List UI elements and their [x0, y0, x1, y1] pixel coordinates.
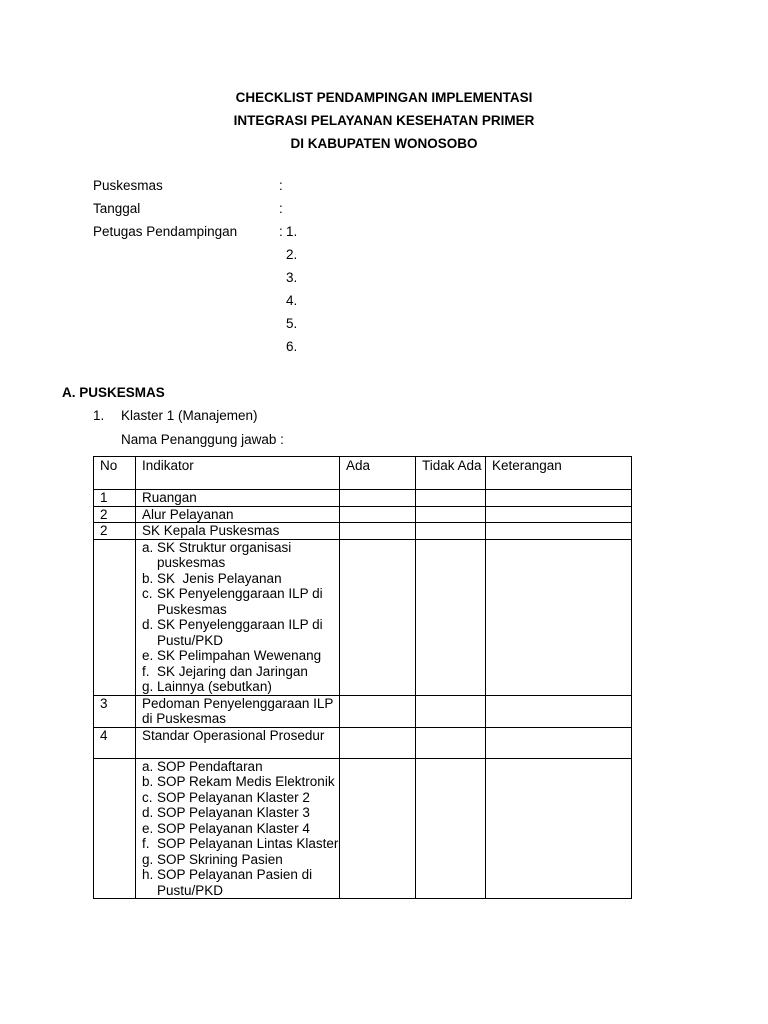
- cell-no: 2: [94, 506, 136, 523]
- sub-item: [142, 586, 339, 617]
- sub-item-text: SOP Pelayanan Klaster 2: [157, 789, 310, 805]
- cell-ada[interactable]: [340, 490, 416, 507]
- header-tidak-ada: Tidak Ada: [416, 457, 486, 490]
- sub-item: [142, 790, 339, 806]
- sub-item: [142, 679, 339, 695]
- sub-item: [142, 648, 339, 664]
- cell-keterangan[interactable]: [486, 758, 632, 899]
- sub-item: [142, 805, 339, 821]
- cell-no: 2: [94, 523, 136, 540]
- cell-keterangan[interactable]: [486, 727, 632, 758]
- table-row: [94, 523, 632, 540]
- sub-item: [142, 821, 339, 837]
- cell-indikator: Alur Pelayanan: [136, 506, 340, 523]
- cell-indikator: Ruangan: [136, 490, 340, 507]
- petugas-number: 4.: [286, 293, 298, 308]
- sub-item-marker: c.: [142, 586, 153, 601]
- cell-keterangan[interactable]: [486, 506, 632, 523]
- cell-keterangan[interactable]: [486, 523, 632, 540]
- sub-item-marker: d.: [142, 805, 154, 820]
- section-heading: A. PUSKESMAS: [62, 385, 165, 400]
- klaster-number: 1.: [93, 408, 105, 423]
- table-row: [94, 727, 632, 758]
- sub-item: [142, 836, 339, 852]
- sub-item-marker: h.: [142, 867, 154, 882]
- sub-item-text: SK Penyelenggaraan ILP di Puskesmas: [157, 586, 323, 617]
- sub-item: [142, 852, 339, 868]
- sub-item-text: SOP Rekam Medis Elektronik: [157, 774, 335, 789]
- cell-no: 4: [94, 727, 136, 758]
- page-title: [0, 86, 768, 155]
- sub-item: [142, 774, 339, 790]
- sub-item-text: Lainnya (sebutkan): [157, 679, 272, 694]
- table-row: [94, 539, 632, 695]
- cell-indikator: Pedoman Penyelenggaraan ILP di Puskesmas: [136, 695, 340, 727]
- table-row: [94, 695, 632, 727]
- puskesmas-label: Puskesmas: [93, 178, 163, 193]
- sub-item-marker: e.: [142, 648, 154, 663]
- petugas-label: Petugas Pendampingan: [93, 224, 238, 239]
- sub-item-text: SOP Skrining Pasien: [157, 851, 283, 867]
- klaster-name: Klaster 1 (Manajemen): [121, 408, 258, 423]
- petugas-number: 6.: [286, 339, 298, 354]
- cell-keterangan[interactable]: [486, 695, 632, 727]
- cell-tidak-ada[interactable]: [416, 523, 486, 540]
- cell-no: [94, 539, 136, 695]
- header-no: No: [94, 457, 136, 490]
- cell-ada[interactable]: [340, 727, 416, 758]
- sub-item: [142, 571, 339, 587]
- sub-item: [142, 867, 339, 898]
- cell-keterangan[interactable]: [486, 490, 632, 507]
- cell-tidak-ada[interactable]: [416, 758, 486, 899]
- sub-item: [142, 617, 339, 648]
- cell-indikator: [136, 758, 340, 899]
- sub-item-marker: g.: [142, 679, 154, 694]
- table-row: [94, 490, 632, 507]
- sub-item-text: SK Jenis Pelayanan: [157, 570, 282, 586]
- tanggal-label: Tanggal: [93, 201, 141, 216]
- sub-item-text: SOP Pelayanan Lintas Klaster: [157, 836, 339, 851]
- title-line-3: DI KABUPATEN WONOSOBO: [290, 136, 478, 151]
- petugas-number: 5.: [286, 316, 298, 331]
- header-keterangan: Keterangan: [486, 457, 632, 490]
- table-row: [94, 506, 632, 523]
- sub-item-text: SOP Pelayanan Klaster 3: [157, 805, 310, 820]
- cell-indikator: Standar Operasional Prosedur: [136, 727, 340, 758]
- sub-item-marker: e.: [142, 820, 154, 836]
- cell-ada[interactable]: [340, 758, 416, 899]
- sub-item-text: SK Penyelenggaraan ILP di Pustu/PKD: [157, 617, 323, 648]
- sub-item-text: SOP Pelayanan Pasien di Pustu/PKD: [157, 867, 313, 898]
- puskesmas-colon: :: [279, 178, 283, 193]
- cell-indikator: SK Kepala Puskesmas: [136, 523, 340, 540]
- cell-tidak-ada[interactable]: [416, 539, 486, 695]
- sub-item-list: [142, 540, 339, 695]
- sub-item-marker: a.: [142, 539, 154, 555]
- petugas-number: 3.: [286, 270, 298, 285]
- cell-tidak-ada[interactable]: [416, 695, 486, 727]
- petugas-colon: :: [279, 224, 283, 239]
- title-line-2: INTEGRASI PELAYANAN KESEHATAN PRIMER: [233, 113, 535, 128]
- petugas-number: 1.: [286, 224, 298, 239]
- cell-ada[interactable]: [340, 539, 416, 695]
- sub-item-marker: f.: [142, 663, 150, 679]
- cell-ada[interactable]: [340, 695, 416, 727]
- sub-item-text: SOP Pelayanan Klaster 4: [157, 820, 310, 836]
- header-indikator: Indikator: [136, 457, 340, 490]
- sub-item: [142, 540, 339, 571]
- cell-indikator: [136, 539, 340, 695]
- cell-tidak-ada[interactable]: [416, 490, 486, 507]
- petugas-number: 2.: [286, 247, 298, 262]
- cell-tidak-ada[interactable]: [416, 727, 486, 758]
- sub-item-marker: b.: [142, 570, 154, 586]
- sub-item: [142, 759, 339, 775]
- cell-keterangan[interactable]: [486, 539, 632, 695]
- sub-item-marker: b.: [142, 774, 154, 789]
- sub-item-marker: d.: [142, 617, 154, 632]
- cell-ada[interactable]: [340, 523, 416, 540]
- sub-item-text: SK Pelimpahan Wewenang: [157, 648, 322, 663]
- cell-no: [94, 758, 136, 899]
- sub-item-marker: g.: [142, 851, 154, 867]
- sub-item-text: SOP Pendaftaran: [157, 758, 263, 774]
- cell-no: 1: [94, 490, 136, 507]
- sub-item-marker: a.: [142, 758, 154, 774]
- sub-item-text: SK Struktur organisasi puskesmas: [157, 539, 292, 570]
- tanggal-colon: :: [279, 201, 283, 216]
- sub-item-marker: c.: [142, 789, 153, 805]
- cell-ada[interactable]: [340, 506, 416, 523]
- table-row: [94, 758, 632, 899]
- sub-item-text: SK Jejaring dan Jaringan: [157, 663, 308, 679]
- cell-no: 3: [94, 695, 136, 727]
- sub-item-list: [142, 759, 339, 899]
- checklist-table: [93, 456, 632, 899]
- header-ada: Ada: [340, 457, 416, 490]
- sub-item-marker: f.: [142, 836, 150, 851]
- cell-tidak-ada[interactable]: [416, 506, 486, 523]
- penanggung-jawab-label: Nama Penanggung jawab :: [121, 432, 284, 447]
- sub-item: [142, 664, 339, 680]
- table-header-row: [94, 457, 632, 490]
- title-line-1: CHECKLIST PENDAMPINGAN IMPLEMENTASI: [235, 90, 533, 105]
